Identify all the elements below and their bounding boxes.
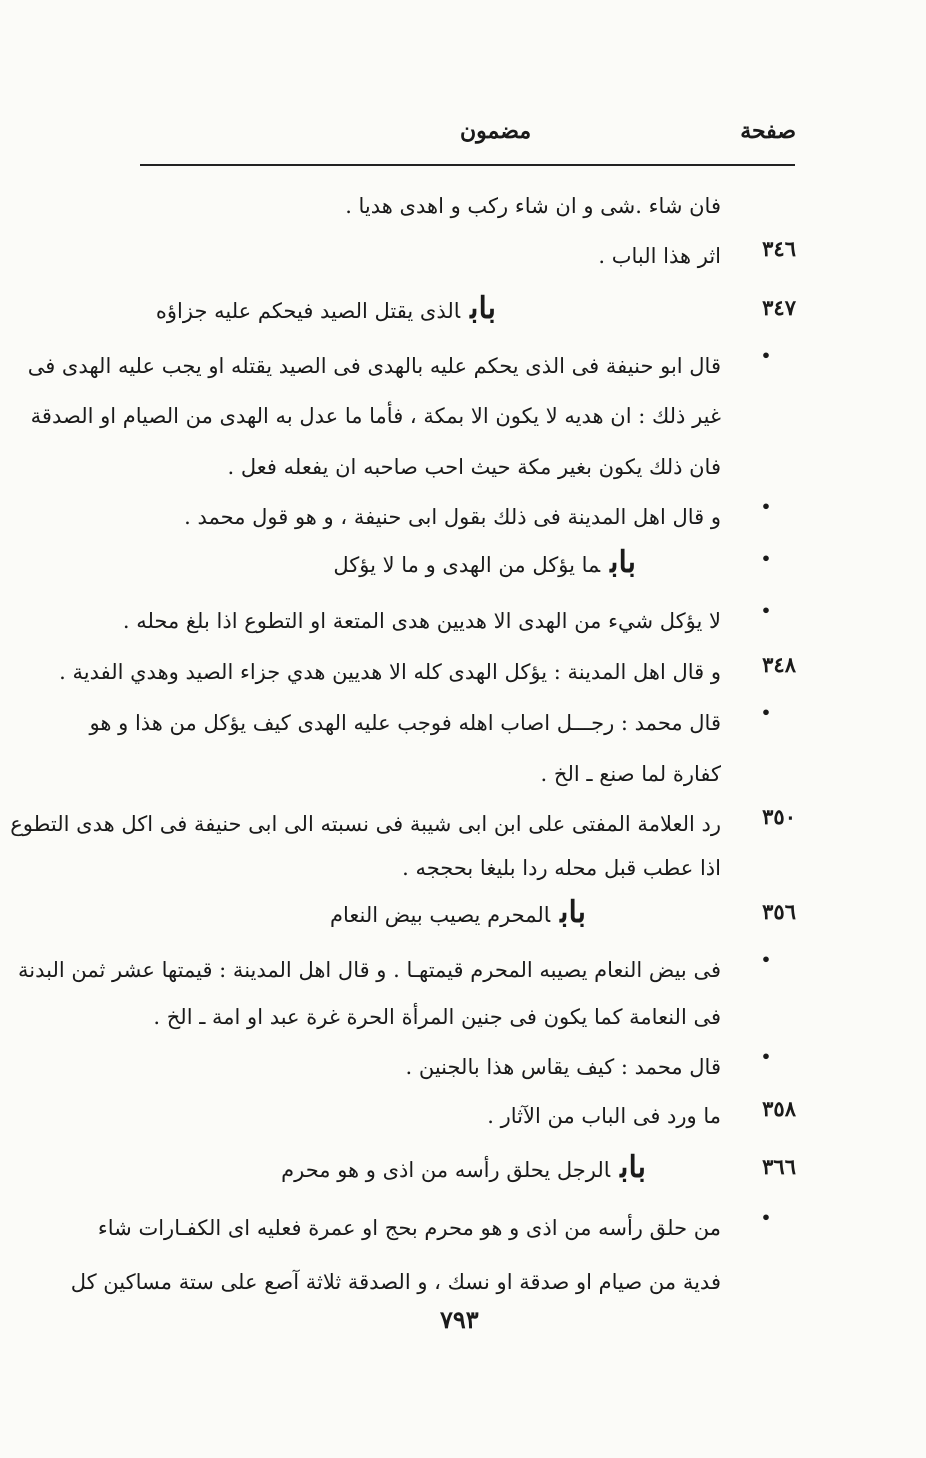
entry-text: غير ذلك : ان هديه لا يكون الا بمكة ، فأما ما عدل به الهدى من الصيام او الصدقة xyxy=(30,404,721,428)
index-entry-line xyxy=(130,447,796,487)
bullet-marker: • xyxy=(760,601,772,620)
entry-text: فى بيض النعام يصيبه المحرم قيمتهـا . و قال اهل المدينة : قيمتها عشر ثمن البدنة xyxy=(18,958,721,982)
entry-text: قال ابو حنيفة فى الذى يحكم عليه بالهدى فى الصيد يقتله او يجب عليه الهدى فى xyxy=(27,354,721,378)
entry-text: فان شاء .شى و ان شاء ركب و اهدى هديا . xyxy=(345,194,721,218)
bab-word: باب xyxy=(470,291,496,326)
chapter-heading xyxy=(281,1150,646,1185)
index-entry-line xyxy=(30,396,796,436)
chapter-heading xyxy=(333,545,636,580)
index-entry-line xyxy=(122,601,796,641)
chapter-heading xyxy=(330,895,586,930)
bullet-marker: • xyxy=(760,346,772,365)
entry-text: من حلق رأسه من اذى و هو محرم بحج او عمرة فعليه اى الكفـارات شاء xyxy=(97,1216,721,1240)
entry-page-number: ٣٦٦ xyxy=(762,1154,796,1179)
index-entry-line xyxy=(10,804,796,844)
index-entry-line xyxy=(130,1096,796,1136)
index-entry-line xyxy=(130,236,796,276)
index-entry-line xyxy=(130,497,796,537)
bullet-marker: • xyxy=(760,1208,772,1227)
bullet-marker: • xyxy=(760,950,772,969)
page-number: ٧٩٣ xyxy=(440,1305,479,1334)
page-column-header: صفحة xyxy=(740,118,796,144)
chapter-heading-line xyxy=(130,1150,796,1194)
bullet-marker: • xyxy=(760,549,772,568)
entry-page-number: ٣٤٨ xyxy=(762,652,796,677)
content-column-header: مضمون xyxy=(460,118,532,144)
chapter-heading xyxy=(156,291,496,326)
entry-text: لا يؤكل شيء من الهدى الا هديين هدى المتعة او التطوع اذا بلغ محله . xyxy=(122,609,721,633)
index-entry-line xyxy=(130,754,796,794)
bab-word: باب xyxy=(610,545,636,580)
entry-text: و قال اهل المدينة : يؤكل الهدى كله الا هديين هدي جزاء الصيد وهدي الفدية . xyxy=(59,660,721,684)
chapter-heading-line xyxy=(130,291,796,335)
entry-text: اذا عطب قبل محله ردا بليغا بحججه . xyxy=(402,856,721,880)
index-entry-line xyxy=(130,1047,796,1087)
chapter-title: الذى يقتل الصيد فيحكم عليه جزاؤه xyxy=(155,299,461,323)
chapter-title: المحرم يصيب بيض النعام xyxy=(330,903,551,927)
entry-page-number: ٣٤٦ xyxy=(762,236,796,261)
index-entry-line xyxy=(27,346,796,386)
bab-word: باب xyxy=(560,895,586,930)
index-entry-line xyxy=(89,703,796,743)
chapter-title: الرجل يحلق رأسه من اذى و هو محرم xyxy=(281,1158,611,1182)
bullet-marker: • xyxy=(760,1047,772,1066)
entry-text: و قال اهل المدينة فى ذلك بقول ابى حنيفة ، و هو قول محمد . xyxy=(184,505,721,529)
index-entry-line xyxy=(97,1208,796,1248)
entry-page-number: ٣٥٦ xyxy=(762,899,796,924)
bullet-marker: • xyxy=(760,703,772,722)
entry-text: قال محمد : كيف يقاس هذا بالجنين . xyxy=(405,1055,721,1079)
index-entry-line xyxy=(59,652,796,692)
entry-text: فان ذلك يكون بغير مكة حيث احب صاحبه ان يفعله فعل . xyxy=(227,455,721,479)
chapter-heading-line xyxy=(130,895,796,939)
entry-text: ما ورد فى الباب من الآثار . xyxy=(487,1104,721,1128)
chapter-heading-line xyxy=(130,545,796,589)
header-rule xyxy=(140,164,795,166)
chapter-title: ما يؤكل من الهدى و ما لا يؤكل xyxy=(333,553,601,577)
index-entry-line xyxy=(130,997,796,1037)
index-entry-line xyxy=(130,186,796,226)
entry-text: اثر هذا الباب . xyxy=(598,244,721,268)
entry-text: رد العلامة المفتى على ابن ابى شيبة فى نسبته الى ابى حنيفة فى اكل هدى التطوع xyxy=(10,812,721,836)
entry-page-number: ٣٤٧ xyxy=(762,295,796,320)
entry-text: كفارة لما صنع ـ الخ . xyxy=(540,762,721,786)
entry-text: فدية من صيام او صدقة او نسك ، و الصدقة ثلاثة آصع على ستة مساكين كل xyxy=(70,1270,721,1294)
index-entry-line xyxy=(130,848,796,888)
entry-page-number: ٣٥٠ xyxy=(762,804,796,829)
entry-text: فى النعامة كما يكون فى جنين المرأة الحرة غرة عبد او امة ـ الخ . xyxy=(153,1005,721,1029)
entry-text: قال محمد : رجـــل اصاب اهله فوجب عليه الهدى كيف يؤكل من هذا و هو xyxy=(89,711,721,735)
index-entry-line xyxy=(70,1262,796,1302)
entry-page-number: ٣٥٨ xyxy=(762,1096,796,1121)
bullet-marker: • xyxy=(760,497,772,516)
index-entry-line xyxy=(18,950,796,990)
bab-word: باب xyxy=(620,1150,646,1185)
